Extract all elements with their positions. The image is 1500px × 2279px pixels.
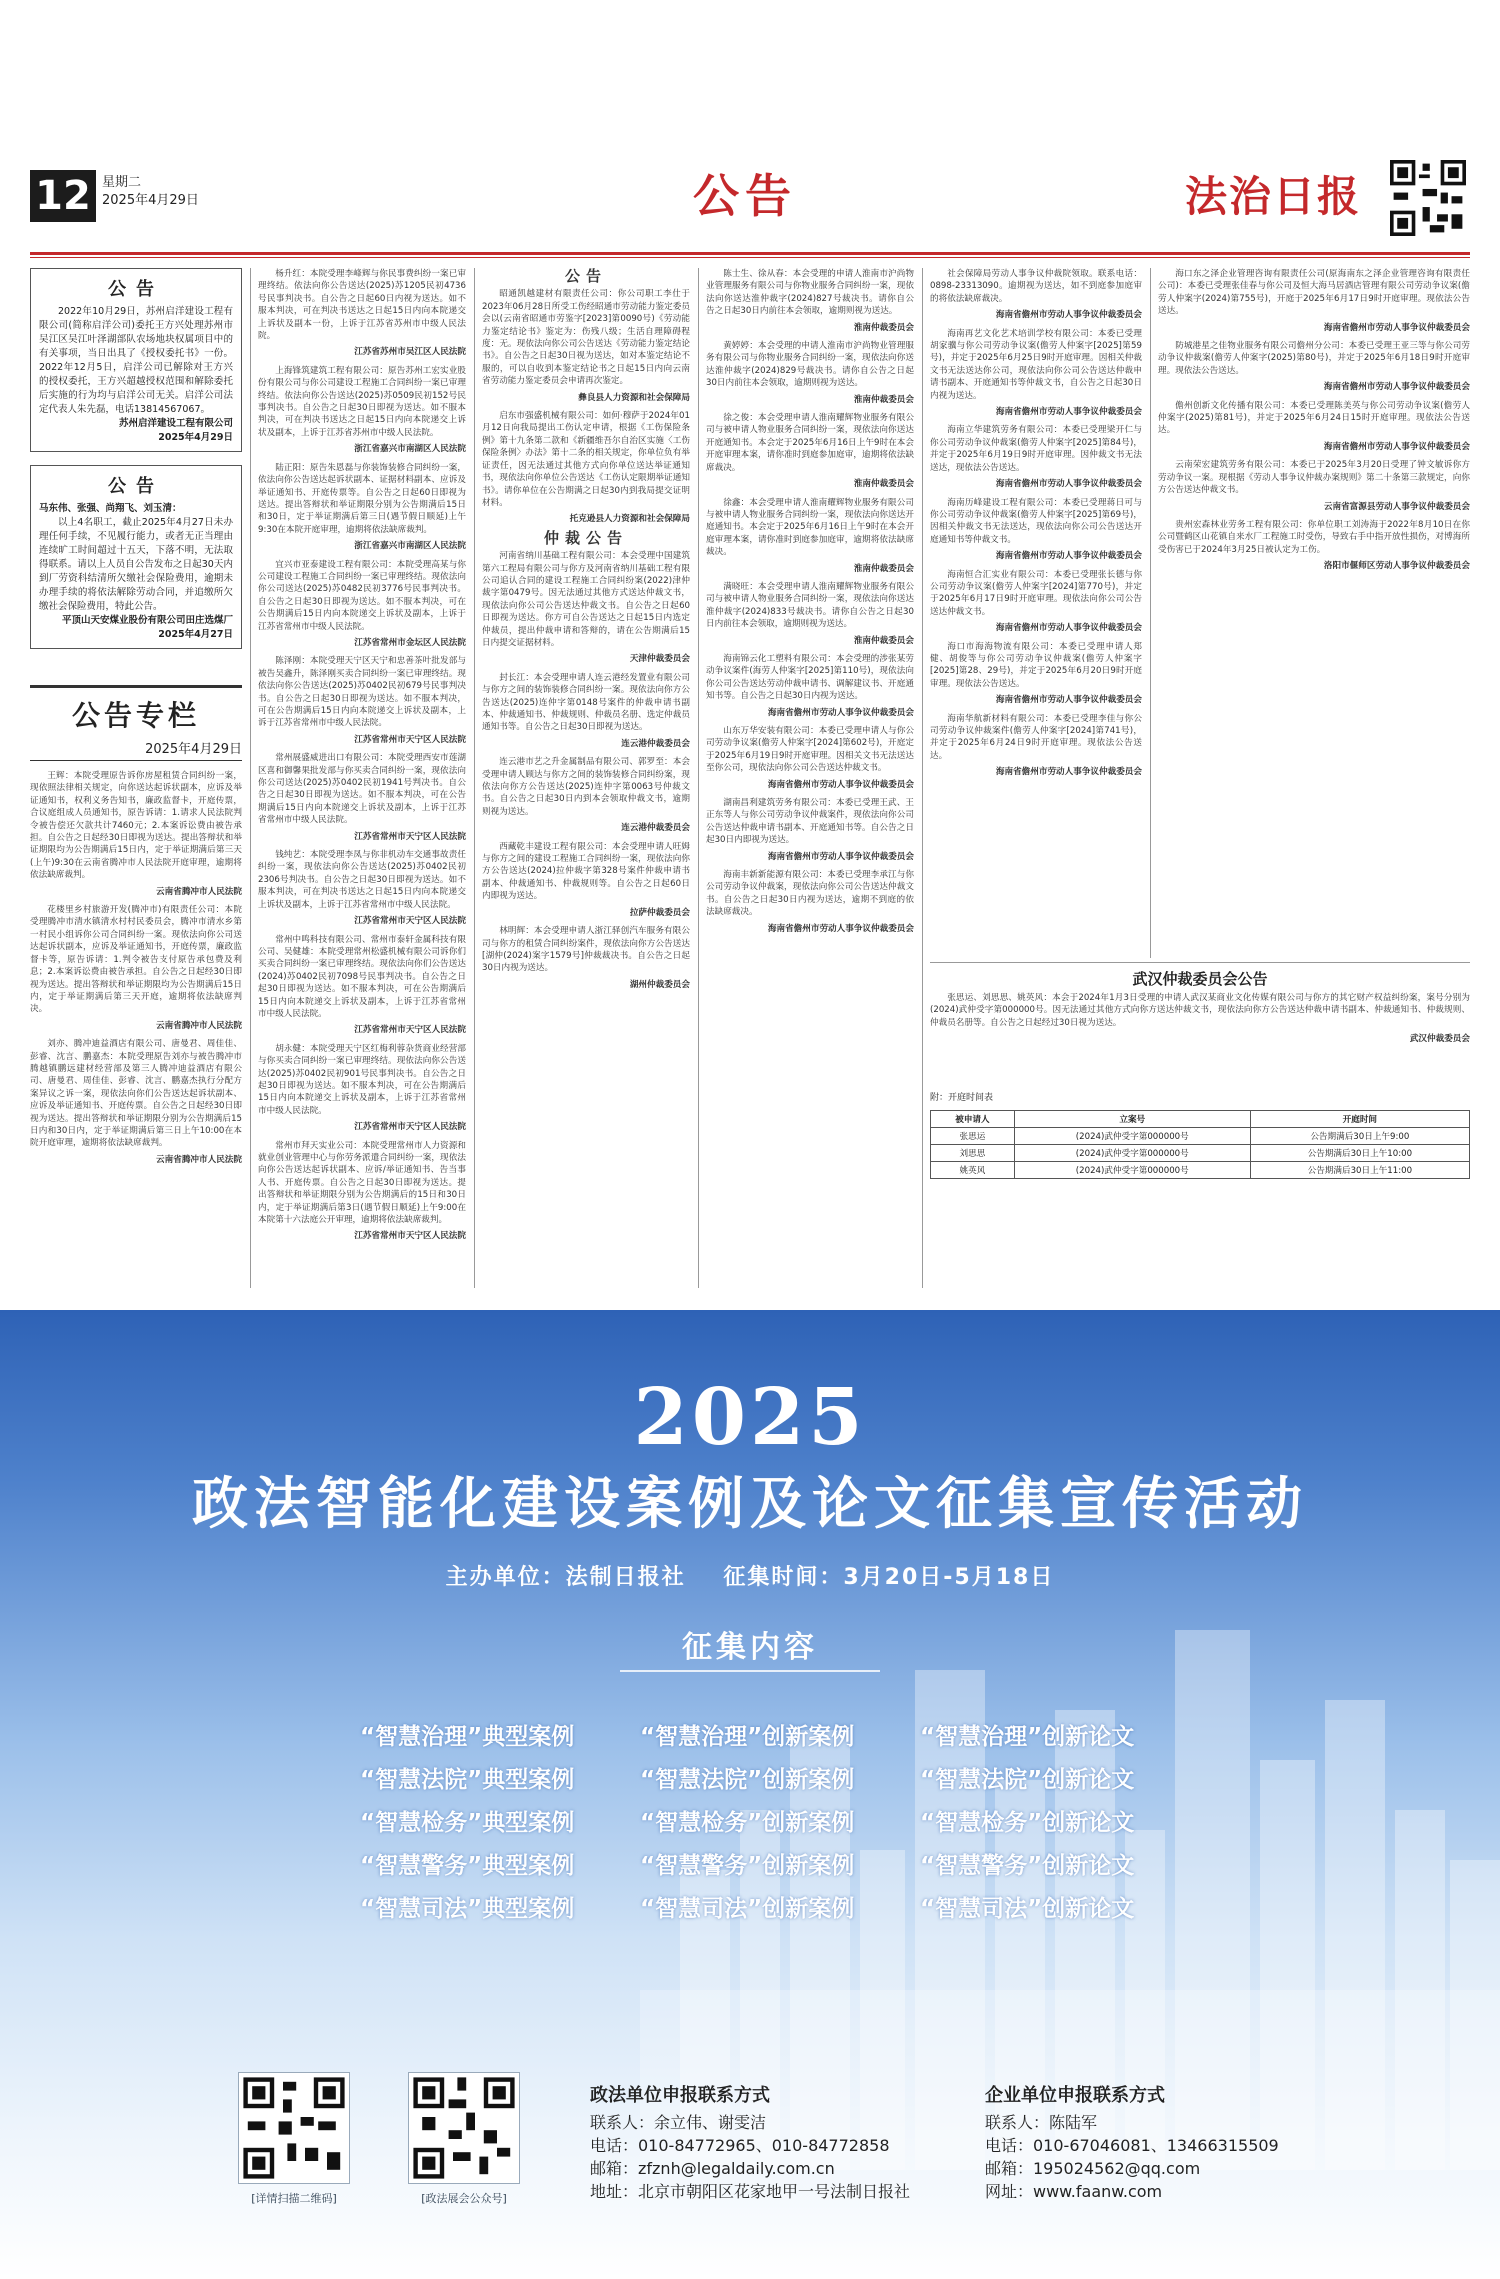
category-item: “智慧治理”典型案例 bbox=[360, 1724, 575, 1750]
column-divider bbox=[1150, 268, 1151, 958]
column-divider bbox=[474, 268, 475, 1288]
notice-signature: 托克逊县人力资源和社会保障局 bbox=[569, 514, 690, 525]
notice-paragraph: 陆正阳：原告朱恩磊与你装饰装修合同纠纷一案，依法向你公告送达起诉状副本、证据材料副本、应诉及举证通知书、开庭传票等。自公告之日起60日即视为送达。提出答辩状和举证期限分别为公告期满后15日和30日，定于举证期满后第三日(遇节假日顺延)上午9:30在本院开庭审理，逾期将依法缺席裁判。 bbox=[258, 462, 466, 535]
notice-paragraph: 徐鑫：本会受理申请人淮南耀辉物业服务有限公司与被申请人物业服务合同纠纷一案，现依法向你送达开庭通知书。本会定于2025年6月16日上午9时在本会开庭审理本案，请你准时到庭参加庭审，逾期将依法缺席裁决。 bbox=[706, 497, 914, 558]
notice-paragraph: 刘亦、腾冲迪益酒店有限公司、唐曼君、周佳佳、彭睿、沈言、鹏嘉杰：本院受理原告刘亦与被告腾冲市腾越镇鹏远建材经营部及第三人腾冲迪益酒店有限公司、唐曼君、周佳佳、彭睿、沈言、鹏嘉杰执行分配方案异议之诉一案，现依法向你们公告送达起诉状副本、应诉及举证通知书、开庭传票。自公告之日起经30日即视为送达。提出答辩状和举证期限分别为公告期满后15日内和30日内，定于举证期满后第三日上午10:00在本院开庭审理，逾期将依法缺席裁判。 bbox=[30, 1039, 242, 1149]
header-rule bbox=[30, 252, 1470, 255]
category-item: “智慧检务”创新论文 bbox=[920, 1810, 1135, 1836]
table-row bbox=[931, 1145, 1470, 1162]
category-item: “智慧司法”创新案例 bbox=[640, 1896, 855, 1922]
column-divider bbox=[922, 268, 923, 1288]
column-header-date: 2025年4月29日 bbox=[145, 742, 242, 757]
category-item: “智慧检务”创新案例 bbox=[640, 1810, 855, 1836]
category-item: “智慧法院”创新案例 bbox=[640, 1767, 855, 1793]
notice-column-3 bbox=[482, 268, 690, 1288]
notice-column-6 bbox=[1158, 268, 1470, 958]
notice-paragraph: 海南立华建筑劳务有限公司：本委已受理梁开仁与你公司劳动争议仲裁案(儋劳人仲案字[2025]第84号)，并定于2025年6月19日9时开庭审理。因仲裁文书无法送达，现依法公告送达。 bbox=[930, 425, 1142, 473]
notice-paragraph: 胡永健：本院受理天宁区红梅利蓉杂货商业经营部与你买卖合同纠纷一案已审理终结。现依法向你公告送达(2025)苏0402民初901号民事判决书。自公告之日起30日即视为送达。如不服本判决，可在公告期满后15日内向本院递交上诉状及副本，上诉于江苏省常州市中级人民法院。 bbox=[258, 1043, 466, 1116]
header-rule-thin bbox=[30, 257, 1470, 258]
wechat-qr-caption: [政法展会公众号] bbox=[421, 2192, 507, 2205]
notice-signature: 海南省儋州市劳动人事争议仲裁委员会 bbox=[1323, 441, 1470, 452]
weekday: 星期二 bbox=[102, 175, 142, 190]
notice-signature: 连云港仲裁委员会 bbox=[621, 823, 690, 834]
category-item: “智慧法院”典型案例 bbox=[360, 1767, 575, 1793]
notice-paragraph: 社会保障局劳动人事争议仲裁院领取。联系电话：0898-23313090。逾期视为送达，如不到庭参加庭审的将依法缺席裁决。 bbox=[930, 269, 1142, 304]
notice-date: 2025年4月29日 bbox=[158, 432, 233, 443]
notice-paragraph: 湖南昌利建筑劳务有限公司：本委已受理王武、王正东等人与你公司劳动争议仲裁案件，现依法向你公司公告送达仲裁申请书副本、开庭通知书等。自公告之日起30日内即视为送达。 bbox=[706, 798, 914, 846]
table-row bbox=[931, 1128, 1470, 1145]
banner-year: 2025 bbox=[633, 1372, 867, 1463]
notice-signature: 海南省儋州市劳动人事争议仲裁委员会 bbox=[995, 551, 1142, 562]
notice-paragraph: 徐之俊：本会受理申请人淮南耀辉物业服务有限公司与被申请人物业服务合同纠纷一案，现依法向你送达开庭通知书。本会定于2025年6月16日上午9时在本会开庭审理本案，请你准时到庭参加庭审，逾期将依法缺席裁决。 bbox=[706, 413, 914, 473]
notice-signature: 江苏省常州市天宁区人民法院 bbox=[354, 831, 466, 842]
notice-signature: 海南省儋州市劳动人事争议仲裁委员会 bbox=[767, 707, 914, 718]
notice-signature: 海南省儋州市劳动人事争议仲裁委员会 bbox=[995, 767, 1142, 778]
category-item: “智慧司法”典型案例 bbox=[360, 1896, 575, 1922]
biz-contact-phone: 电话：010-67046081、13466315509 bbox=[985, 2136, 1279, 2155]
wuhan-notice-body: 张思运、刘思思、姚英风：本会于2024年1月3日受理的申请人武汉某商业文化传媒有限公司与你方的其它财产权益纠纷案，案号分别为(2024)武仲受字第000000号。因无法通过其他方式向你方送达仲裁文书，现依法向你方公告送达仲裁申请书副本、仲裁通知书、仲裁规则、仲裁员名册等。自公告之日起经过30日视为送达。 bbox=[930, 993, 1470, 1028]
notice-signature: 苏州启洋建设工程有限公司 bbox=[118, 418, 233, 429]
notice-paragraph: 昭通凯越建材有限责任公司：你公司职工李仕于2023年06月28日所受工伤经昭通市劳动能力鉴定委员会以(云南省昭通市劳鉴字[2023]第0090号)《劳动能力鉴定结论书》鉴定为：伤残八级；生活自理障碍程度：无。现依法向你公司公告送达《劳动能力鉴定结论书》。自公告之日起30日视为送达，如对本鉴定结论不服的，可以自收到本鉴定结论书之日起15日内向云南省劳动能力鉴定委员会申请再次鉴定。 bbox=[482, 289, 690, 387]
notice-paragraph: 连云港市艺之升金属制品有限公司、郭罗至：本会受理申请人顾达与你方之间的装饰装修合同纠纷案，现依法向你方公告送达(2025)连仲字第0063号仲裁文书。自公告之日起30日内到本会领取仲裁文书，逾期则视为送达。 bbox=[482, 757, 690, 817]
notice-signature: 淮南仲裁委员会 bbox=[853, 394, 914, 405]
table-cell: (2024)武仲受字第000000号 bbox=[1014, 1162, 1250, 1179]
section-divider bbox=[930, 962, 1470, 963]
notice-body: 以上4名职工，截止2025年4月27日未办理任何手续，不见履行能力，或者无正当理由连续旷工时间超过十五天，下落不明，无法取得联系。请以上人员自公告发布之日起30天内到厂劳资科结清所欠缴社会保险费用，逾期未办理手续的将依法解除劳动合同，并追缴所欠缴社会保险费用，特此公告。 bbox=[39, 517, 233, 612]
category-item: “智慧警务”典型案例 bbox=[360, 1853, 575, 1879]
table-cell: (2024)武仲受字第000000号 bbox=[1014, 1145, 1250, 1162]
notice-paragraph: 海南丰新新能源有限公司：本委已受理李承江与你公司劳动争议仲裁案，现依法向你公司公告送达仲裁文书。自公告之日起30日内视为送达，逾期不到庭的依法缺席裁决。 bbox=[706, 870, 914, 918]
category-item: “智慧治理”创新案例 bbox=[640, 1724, 855, 1750]
notice-date: 2025年4月27日 bbox=[158, 629, 233, 640]
biz-contact-website[interactable]: 网址：www.faanw.com bbox=[985, 2182, 1163, 2201]
table-cell: 公告期满后30日上午10:00 bbox=[1250, 1145, 1469, 1162]
notice-paragraph: 王辉：本院受理原告诉你房屋租赁合同纠纷一案，现依照法律相关规定，向你送达起诉状副本，应诉及举证通知书，权利义务告知书，廉政监督卡，开庭传票，合议庭组成人员通知书，原告诉请：1.请求人民法院判令被告偿还欠款共计7460元；2.本案诉讼费由被告承担。自公告之日起经30日即视为送达。提出答辩状和举证期限均为公告期满后15日内，定于举证期满后第三天(上午)9:30在云南省腾冲市人民法院开庭审理，逾期将依法缺席裁判。 bbox=[30, 771, 242, 881]
notice-signature: 淮南仲裁委员会 bbox=[853, 563, 914, 574]
banner-period: 征集时间：3月20日-5月18日 bbox=[723, 1565, 1055, 1590]
notice-signature: 平顶山天安煤业股份有限公司田庄选煤厂 bbox=[61, 615, 233, 626]
notice-signature: 海南省儋州市劳动人事争议仲裁委员会 bbox=[995, 310, 1142, 321]
table-header: 开庭时间 bbox=[1250, 1111, 1469, 1128]
gov-contact-email[interactable]: 邮箱：zfznh@legaldaily.com.cn bbox=[590, 2159, 835, 2178]
notice-signature: 海南省儋州市劳动人事争议仲裁委员会 bbox=[1323, 382, 1470, 393]
notice-signature: 江苏省常州市天宁区人民法院 bbox=[354, 916, 466, 927]
category-item: “智慧警务”创新论文 bbox=[920, 1853, 1135, 1879]
gov-contact-person: 联系人：余立伟、谢雯洁 bbox=[590, 2113, 767, 2132]
category-grid bbox=[360, 1718, 1160, 1923]
notice-column-2 bbox=[258, 268, 466, 1288]
notice-signature: 淮南仲裁委员会 bbox=[853, 635, 914, 646]
table-row bbox=[931, 1162, 1470, 1179]
notice-signature: 江苏省常州市天宁区人民法院 bbox=[354, 734, 466, 745]
category-item: “智慧检务”典型案例 bbox=[360, 1810, 575, 1836]
category-item: “智慧治理”创新论文 bbox=[920, 1724, 1135, 1750]
notice-paragraph: 常州展盛威进出口有限公司：本院受理西安市莲湖区喜和御馨果批发部与你买卖合同纠纷一案，现依法向你公司送达(2025)苏0402民初1941号判决书。自公告之日起30日即视为送达。如不服本判决，可在公告期满后15日内向本院递交上诉状及副本，上诉于江苏省常州市中级人民法院。 bbox=[258, 753, 466, 826]
biz-contact-email[interactable]: 邮箱：195024562@qq.com bbox=[985, 2159, 1201, 2178]
wuhan-notice bbox=[930, 992, 1470, 1082]
column-header-title: 公告专栏 bbox=[71, 699, 200, 732]
table-cell: 公告期满后30日上午9:00 bbox=[1250, 1128, 1469, 1145]
table-caption: 附：开庭时间表 bbox=[930, 1093, 994, 1103]
table-cell: 公告期满后30日上午11:00 bbox=[1250, 1162, 1469, 1179]
notice-signature: 洛阳市偃师区劳动人事争议仲裁委员会 bbox=[1323, 561, 1470, 572]
banner-title: 政法智能化建设案例及论文征集宣传活动 bbox=[192, 1471, 1308, 1537]
notice-box-tianzhuang bbox=[30, 465, 242, 649]
notice-paragraph: 海南华航新材料有限公司：本委已受理李佳与你公司劳动争议仲裁案件(儋劳人仲案字[2024]第741号)，并定于2025年6月24日9时开庭审理。现依法公告送达。 bbox=[930, 713, 1142, 761]
notice-body: 2022年10月29日，苏州启洋建设工程有限公司(简称启洋公司)委托王方兴处理苏州市吴江区吴江叶泽湖部队农场地块权属项目中的有关事项，当日出具了《授权委托书》一份。2022年12月5日，启洋公司已解除对王方兴的授权委托，王方兴超越授权范围和解除委托后实施的行为均与启洋公司无关。启洋公司法定代表人朱先磊，电话13814567067。 bbox=[39, 306, 233, 415]
banner-section-title: 征集内容 bbox=[682, 1630, 818, 1665]
notice-title: 公告 bbox=[108, 279, 164, 300]
notice-signature: 江苏省常州市天宁区人民法院 bbox=[354, 1231, 466, 1242]
biz-contact-person: 联系人：陈陆军 bbox=[985, 2113, 1098, 2132]
notice-paragraph: 海南再艺文化艺术培训学校有限公司：本委已受理胡家骥与你公司劳动争议案(儋劳人仲案字[2025]第59号)，并定于2025年6月25日9时开庭审理。因相关仲裁文书无法送达你公司，现依法向你公司公告送达仲裁申请书副本、开庭通知书等仲裁文书，自公告之日起30日内视为送达。 bbox=[930, 328, 1142, 401]
notice-signature: 云南省腾冲市人民法院 bbox=[156, 886, 242, 897]
banner-section-underline bbox=[620, 1670, 880, 1672]
category-item: “智慧法院”创新论文 bbox=[920, 1767, 1135, 1793]
gov-contact-block bbox=[590, 2084, 910, 2203]
notice-signature: 拉萨仲裁委员会 bbox=[629, 907, 690, 918]
notice-heading: 公告 bbox=[564, 268, 607, 285]
notice-signature: 连云港仲裁委员会 bbox=[621, 738, 690, 749]
notice-paragraph: 贵州宏森林业劳务工程有限公司：你单位职工刘涛海于2022年8月10日在你公司暨鹤区山花镇自来水厂工程施工时受伤，导致右手中指开放性损伤，对博海所受伤害已于2024年3月25日被认定为工伤。 bbox=[1158, 519, 1470, 555]
notice-column-5 bbox=[930, 268, 1142, 958]
biz-contact-block bbox=[985, 2084, 1279, 2203]
notice-signature: 浙江省嘉兴市南湖区人民法院 bbox=[354, 444, 466, 455]
notice-signature: 海南省儋州市劳动人事争议仲裁委员会 bbox=[995, 623, 1142, 634]
category-item: “智慧警务”创新案例 bbox=[640, 1853, 855, 1879]
notice-signature: 彝良县人力资源和社会保障局 bbox=[578, 392, 690, 403]
notice-signature: 海南省儋州市劳动人事争议仲裁委员会 bbox=[995, 407, 1142, 418]
column-divider bbox=[698, 268, 699, 1288]
notice-signature: 海南省儋州市劳动人事争议仲裁委员会 bbox=[767, 779, 914, 790]
notice-paragraph: 黄婷婷：本会受理的申请人淮南市沪尚物业管理服务有限公司与你物业服务合同纠纷一案，现依法向你送达淮仲裁字(2024)829号裁决书。请你自公告之日起30日内前往本会领取，逾期则视为送达。 bbox=[706, 341, 914, 389]
table-cell: (2024)武仲受字第000000号 bbox=[1014, 1128, 1250, 1145]
notice-signature: 江苏省苏州市吴江区人民法院 bbox=[354, 347, 466, 358]
notice-paragraph: 海口东之泽企业管理咨询有限责任公司(原海南东之泽企业管理咨询有限责任公司)：本委已受理张佳春与你公司及恒大海马居酒店管理有限公司劳动争议案(儋劳人仲案字(2024)第755号)，开庭于2025年6月17日9时开庭审理。现依法公告送达。 bbox=[1158, 269, 1470, 317]
notice-paragraph: 云南荣宏建筑劳务有限公司：本委已于2025年3月20日受理了钟文敏诉你方劳动争议一案。现根据《劳动人事争议仲裁办案规则》第二十条第三款规定，向你方公告送达仲裁文书。 bbox=[1158, 460, 1470, 496]
notice-signature: 淮南仲裁委员会 bbox=[853, 479, 914, 490]
notice-paragraph: 钱纯艺：本院受理李凤与你非机动车交通事故责任纠纷一案，现依法向你公告送达(2025)苏0402民初2306号判决书。自公告之日起30日即视为送达。如不服本判决，可在判决书送达之日起15日内向本院递交上诉状及副本，上诉于江苏省常州市中级人民法院。 bbox=[258, 850, 466, 910]
notice-signature: 江苏省常州市金坛区人民法院 bbox=[354, 637, 466, 648]
gov-contact-phone: 电话：010-84772965、010-84772858 bbox=[590, 2136, 890, 2155]
notice-signature: 云南省腾冲市人民法院 bbox=[156, 1020, 242, 1031]
notice-paragraph: 封长江：本会受理申请人连云港经发置业有限公司与你方之间的装饰装修合同纠纷一案。现依法向你方公告送达(2025)连仲字第0148号案件的仲裁申请书副本、仲裁通知书、仲裁规则、仲裁员名册、选定仲裁员通知书等。自公告之日起30日即视为送达。 bbox=[482, 672, 690, 733]
table-cell: 刘思思 bbox=[931, 1145, 1015, 1162]
notice-signature: 云南省富源县劳动人事争议仲裁委员会 bbox=[1323, 501, 1470, 512]
notice-signature: 海南省儋州市劳动人事争议仲裁委员会 bbox=[995, 695, 1142, 706]
notice-paragraph: 儋州创新文化传播有限公司：本委已受理陈美英与你公司劳动争议案(儋劳人仲案字(2025)第81号)，并定于2025年6月24日15时开庭审理。现依法公告送达。 bbox=[1158, 400, 1470, 436]
notice-signature: 海南省儋州市劳动人事争议仲裁委员会 bbox=[1323, 322, 1470, 333]
notice-paragraph: 防城港星之佳物业服务有限公司儋州分公司：本委已受理王亚三等与你公司劳动争议仲裁案(儋劳人仲案字(2025)第80号)，并定于2025年6月18日9时开庭审理。现依法公告送达。 bbox=[1158, 341, 1470, 376]
details-qr-code[interactable] bbox=[238, 2072, 350, 2184]
notice-signature: 江苏省常州市天宁区人民法院 bbox=[354, 1025, 466, 1036]
notice-signature: 江苏省常州市天宁区人民法院 bbox=[354, 1122, 466, 1133]
notice-signature: 天津仲裁委员会 bbox=[629, 654, 690, 665]
biz-contact-title: 企业单位申报联系方式 bbox=[985, 2085, 1165, 2106]
gov-contact-address: 地址：北京市朝阳区花家地甲一号法制日报社 bbox=[590, 2182, 911, 2201]
notice-paragraph: 河南省纳川基础工程有限公司：本会受理中国建筑第六工程局有限公司与你方及河南省纳川基础工程有限公司追认合同的建设工程施工合同纠纷案(2022)津仲裁字第0479号。因无法通过其他方式送达仲裁文书，现依法向你公司公告送达仲裁文书。自公告之日起60日即视为送达。你方可自公告送达之日起15日内选定仲裁员，提出仲裁申请和答辩的，请在公告期满后15日内提交证据材料。 bbox=[482, 551, 690, 648]
notice-signature: 海南省儋州市劳动人事争议仲裁委员会 bbox=[767, 923, 914, 934]
notice-title: 公告 bbox=[108, 476, 164, 497]
wechat-qr-code[interactable] bbox=[408, 2072, 520, 2184]
notice-box-qiyang bbox=[30, 268, 242, 452]
notice-paragraph: 陈士生、徐从春：本会受理的申请人淮南市沪尚物业管理服务有限公司与你物业服务合同纠纷一案，现依法向你送达淮仲裁字(2024)827号裁决书。请你自公告之日起30日内前往本会领取，逾期则视为送达。 bbox=[706, 269, 914, 317]
notice-signature: 海南省儋州市劳动人事争议仲裁委员会 bbox=[995, 479, 1142, 490]
notice-paragraph: 花楼里乡村旅游开发(腾冲市)有限责任公司：本院受理腾冲市清水镇清水村村民委员会，腾冲市清水乡第一村民小组诉你公司合同纠纷一案。现依法向你公司送达起诉状副本，应诉及举证通知书，开庭传票，廉政监督卡等，原告诉请：1.判令被告支付原告承包费及利息；2.本案诉讼费由被告承担。自公告之日起经30日即视为送达。提出答辩状和举证期限均为公告期满后15日内，定于举证期满后第三天开庭，逾期将依法缺席判决。 bbox=[30, 905, 242, 1015]
notice-heading: 仲裁公告 bbox=[543, 528, 628, 547]
column-divider bbox=[250, 268, 251, 1288]
banner-subtitle bbox=[0, 1560, 1500, 1591]
table-header: 被申请人 bbox=[931, 1111, 1015, 1128]
wuhan-notice-title: 武汉仲裁委员会公告 bbox=[1132, 970, 1268, 988]
notice-paragraph: 海口市海海物流有限公司：本委已受理申请人郑健、胡俊等与你公司劳动争议仲裁案(儋劳人仲案字[2025]第28、29号)，并定于2025年6月20日9时开庭审理。现依法公告送达。 bbox=[930, 641, 1142, 689]
notice-paragraph: 宜兴市亚泰建设工程有限公司：本院受理高某与你公司建设工程施工合同纠纷一案已审理终结。现依法向你公司送达(2025)苏0482民初3776号民事判决书。自公告之日起30日即视为送达。如不服本判决，可在公告期满后15日内向本院递交上诉状及副本，上诉于江苏省常州市中级人民法院。 bbox=[258, 559, 466, 632]
issue-date: 2025年4月29日 bbox=[102, 193, 199, 208]
notice-paragraph: 山东万华安装有限公司：本委已受理申请人与你公司劳动争议案(儋劳人仲案字[2024]第602号)，开庭定于2025年6月19日9时开庭审理。因相关文书无法送达至你公司，现依法向你公司公告送达仲裁文书。 bbox=[706, 726, 914, 774]
notice-signature: 海南省儋州市劳动人事争议仲裁委员会 bbox=[767, 851, 914, 862]
gov-contact-title: 政法单位申报联系方式 bbox=[590, 2085, 770, 2106]
category-item: “智慧司法”创新论文 bbox=[920, 1896, 1135, 1922]
notice-paragraph: 陈泽刚：本院受理天宁区天宁和忠善茶叶批发部与被告吴鑫升，陈泽刚买卖合同纠纷一案已审理终结。现依法向你公告送达(2025)苏0402民初679号民事判决书。自公告之日起30日即视为送达。如不服本判决，可在公告期满后15日内向本院递交上诉状及副本，上诉于江苏省常州市中级人民法院。 bbox=[258, 656, 466, 729]
notice-column-1 bbox=[30, 770, 242, 1290]
notice-paragraph: 上海锋筑建筑工程有限公司：原告苏州工宏实业股份有限公司与你公司建设工程施工合同纠纷一案已审理终结。依法向你公告送达(2025)苏0509民初152号民事判决书。自公告之日起30日即视为送达。如不服本判决，可在判决书送达之日起15日内向本院递交上诉状及副本，上诉于江苏省苏州市中级人民法院。 bbox=[258, 365, 466, 438]
notice-paragraph: 常州市拜天实业公司：本院受理常州市人力资源和就业创业管理中心与你劳务派遣合同纠纷一案，现依法向你公告送达起诉状副本、应诉/举证通知书、告当事人书、开庭传票。自公告之日起30日即视为送达。提出答辩状和举证期限分别为公告期满后的15日和30日内，定于举证期满后第3日(遇节假日顺延)上午9:00在本院第十六法庭公开审理，逾期将依法缺席裁判。 bbox=[258, 1140, 466, 1226]
notice-paragraph: 海南恒合汇实业有限公司：本委已受理张长德与你公司劳动争议案(儋劳人仲案字[2024]第770号)，并定于2025年6月17日9时开庭审理。现依法向你公司公告送达仲裁文书。 bbox=[930, 569, 1142, 617]
notice-signature: 湖州仲裁委员会 bbox=[629, 979, 690, 990]
masthead-qr-code[interactable] bbox=[1390, 160, 1466, 236]
hearing-schedule-table bbox=[930, 1110, 1470, 1179]
notice-paragraph: 海南历峰建设工程有限公司：本委已受理蒋日可与你公司劳动争议仲裁案(儋劳人仲案字[2025]第69号)，因相关仲裁文书无法送达，现依法向你公司公告送达开庭通知书等仲裁文书。 bbox=[930, 497, 1142, 545]
notice-paragraph: 满晓旺：本会受理申请人淮南耀辉物业服务有限公司与被申请人物业服务合同纠纷一案，现依法向你送达淮仲裁字(2024)833号裁决书。请你自公告之日起30日内前往本会领取，逾期则视为送达。 bbox=[706, 581, 914, 630]
banner-organizer: 主办单位：法制日报社 bbox=[445, 1565, 686, 1590]
table-header: 立案号 bbox=[1014, 1111, 1250, 1128]
issue-meta bbox=[102, 174, 199, 210]
notice-signature: 云南省腾冲市人民法院 bbox=[156, 1154, 242, 1165]
notice-paragraph: 西藏乾丰建设工程有限公司：本会受理申请人旺姆与你方之间的建设工程施工合同纠纷一案，现依法向你方公告送达(2024)拉仲裁字第328号案件仲裁申请书副本、仲裁通知书、仲裁规则等。自公告之日起60日内即视为送达。 bbox=[482, 841, 690, 902]
notice-paragraph: 海南锦云化工塑料有限公司：本会受理的涉张某劳动争议案件(海劳人仲案字[2025]第110号)，现依法向你公司公告送达劳动仲裁申请书、调解建议书、开庭通知书等。自公告之日起30日内视为送达。 bbox=[706, 653, 914, 702]
wuhan-notice-signature: 武汉仲裁委员会 bbox=[1409, 1034, 1470, 1045]
table-cell: 张思运 bbox=[931, 1128, 1015, 1145]
section-title: 公告 bbox=[693, 169, 797, 223]
notice-paragraph: 常州中鸣科技有限公司、常州市泰轩金属科技有限公司、吴健雄：本院受理常州松盛机械有限公司诉你们买卖合同纠纷一案已审理终结。现依法向你们公告送达(2024)苏0402民初7098号民事判决书。自公告之日起30日即视为送达。如不服本判决，可在公告期满后15日内向本院递交上诉状及副本，上诉于江苏省常州市中级人民法院。 bbox=[258, 934, 466, 1019]
notice-column-4 bbox=[706, 268, 914, 1288]
notice-signature: 淮南仲裁委员会 bbox=[853, 322, 914, 333]
notice-paragraph: 林明辉：本会受理申请人浙江驿创汽车服务有限公司与你方的租赁合同纠纷案件，现依法向你方公告送达[湖仲(2024)案字1579号]仲裁裁决书。自公告之日起30日内视为送达。 bbox=[482, 926, 690, 974]
notice-paragraph: 杨升红：本院受理李峰辉与你民事费纠纷一案已审理终结。依法向你公告送达(2025)苏1205民初4736号民事判决书。自公告之日起60日内视为送达。如不服本判决，可在判决书送达之日起15日内向本院递交上诉状及副本一份，上诉于江苏省苏州市中级人民法院。 bbox=[258, 269, 466, 342]
column-header bbox=[30, 685, 242, 761]
notice-addressees: 马东伟、张强、尚翔飞、刘玉清： bbox=[39, 503, 182, 514]
masthead-logo: 法治日报 bbox=[1185, 172, 1362, 221]
table-cell: 姚英风 bbox=[931, 1162, 1015, 1179]
notice-paragraph: 启东市强盛机械有限公司：如何·穆萨于2024年01月12日向我局提出工伤认定申请，根据《工伤保险条例》第十九条第二款和《新疆维吾尔自治区实施〈工伤保险条例〉办法》第十二条的相关规定，你单位负有举证责任，因无法通过其他方式向你单位送达举证通知书，现依法向你单位公告送达《工伤认定限期举证通知书》。请你单位在公告期满之日起30内到我局提交证明材料。 bbox=[482, 411, 690, 508]
page-number: 12 bbox=[30, 170, 96, 222]
details-qr-caption: [详情扫描二维码] bbox=[251, 2192, 337, 2205]
notice-signature: 浙江省嘉兴市南湖区人民法院 bbox=[354, 541, 466, 552]
